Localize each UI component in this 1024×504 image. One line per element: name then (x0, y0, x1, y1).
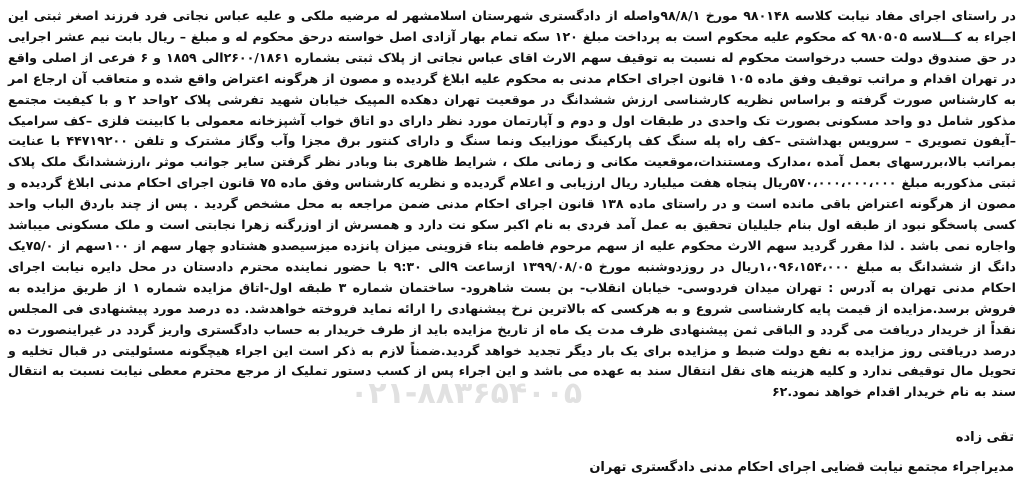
phone-watermark: ۰۲۱-۸۸۳۶۵۴۰۰۵ (350, 376, 583, 411)
auction-notice-body: در راستای اجرای مفاد نیابت کلاسه ۹۸۰۱۴۸ مورخ ۹۸/۸/۱واصله از دادگستری شهرستان اسلامشهر له مرضیه ملکی و علیه عباس نجاتی فرد فرزند اصغر ثبتی این اجراء به کـــلاسه ۹۸۰۵۰۵ که محکوم علیه محکوم است به پرداخت مبلغ ۱۲۰ سکه تمام بهار آزادی اصل خواسته درحق محکوم له و مبلغ – ریال بابت نیم عشر اجرایی در حق صندوق دولت حسب درخواست محکوم له نسبت به توقیف سهم الارث اقای عباس نجاتی از پلاک ثبتی بشماره ۲۶۰۰/۱۸۶۱الی ۱۸۵۹ و ۶ فرعی از اصلی واقع در تهران اقدام و مراتب توقیف وفق ماده ۱۰۵ قانون اجرای احکام مدنی به محکوم علیه ابلاغ گردیده و مصون از هرگونه اعتراض واقع شده و متعاقب آن ارجاع امر به کارشناس صورت گرفته و براساس نظریه کارشناسی ارزش ششدانگ در موقعیت تهران دهکده المپیک خیابان شهید تفرشی پلاک ۲واحد ۲ و با کیفیت مجتمع مذکور شامل دو واحد مسکونی بصورت تک واحدی در طبقات اول و دوم و آپارتمان مورد نظر دارای دو اتاق خواب آشپزخانه معمولی با کابینت فلزی –کف سرامیک –آیفون تصویری – سرویس بهداشتی –کف راه پله سنگ کف پارکینگ موزاییک ونما سنگ و دارای کنتور برق مجزا وآب وگاز مشترک و تلفن ۴۴۷۱۹۲۰۰ با عنایت بمراتب بالا،بررسهای بعمل آمده ،مدارک ومستندات،موقعیت مکانی و زمانی ملک ، شرایط ظاهری بنا وبادر نظر گرفتن سایر جوانب موثر ،ارزششدانگ ملک پلاک ثبتی مذکوربه مبلغ ۵۷۰،۰۰۰،۰۰۰،۰۰۰ریال پنجاه هفت میلیارد ریال ارزیابی و اعلام گردیده و نظریه کارشناس وفق ماده ۷۵ قانون اجرای احکام مدنی ابلاغ گردیده و مصون از هرگونه اعتراض باقی مانده است و در راستای ماده ۱۳۸ قانون اجرای احکام مدنی ضمن مراجعه به محل مشخص گردید . پس از چند باردق الباب واحد کسی پاسخگو نبود از طبقه اول بنام جلیلیان تحقیق به عمل آمد فردی به نام اکبر سکو نت دارد و همسرش از اوزرگنه زهرا نجابتی است و ملک مسکونی میباشد واجاره نمی باشد . لذا مقرر گردید سهم الارث محکوم علیه از سهم مرحوم فاطمه بناء قزوینی میزان پانزده میزسیصدو هشتادو چهار سهم از ۱۰۰سهم از ۷۵/۰یک دانگ از ششدانگ به مبلغ ۱،۰۹۶،۱۵۴،۰۰۰ریال در روزدوشنبه مورخ ۱۳۹۹/۰۸/۰۵ ازساعت ۹الی ۹:۳۰ با حضور نماینده محترم دادستان در محل دایره نیابت اجرای احکام مدنی تهران به آدرس : تهران میدان فردوسی- خیابان انقلاب- بن بست شاهرود- ساختمان شماره ۳ طبقه اول-اتاق مزایده شماره ۱ از طریق مزایده به فروش برسد.مزایده از قیمت پایه کارشناسی شروع و به هرکسی که بالاترین نرخ پیشنهادی را ارائه نماید فروخته خواهدشد. ده درصد مورد پیشنهادی فی المجلس نقداً از خریدار دریافت می گردد و الباقی ثمن پیشنهادی ظرف مدت یک ماه از تاریخ مزایده باید از طرف خریدار به حساب دادگستری واریز گردد در غیراینصورت ده درصد دریافتی روز مزایده به نفع دولت ضبط و مزایده برای یک بار دیگر تجدید خواهد گردید.ضمناً لازم به ذکر است این اجراء هیچگونه مسئولیتی در قبال تخلیه و تحویل مال توقیفی ندارد و کلیه هزینه های نقل انتقال سند به عهده می باشد و این اجراء پس از کسب دستور تملیک از مرجع محترم معطی نیابت نسبت به انتقال سند به نام خریدار اقدام خواهد نمود.۶۲ (8, 8, 1017, 400)
signature-name: تقی زاده (955, 430, 1014, 445)
signature-title: مدیراجراء مجتمع نیابت قضایی اجرای احکام مدنی دادگستری تهران (589, 460, 1014, 475)
